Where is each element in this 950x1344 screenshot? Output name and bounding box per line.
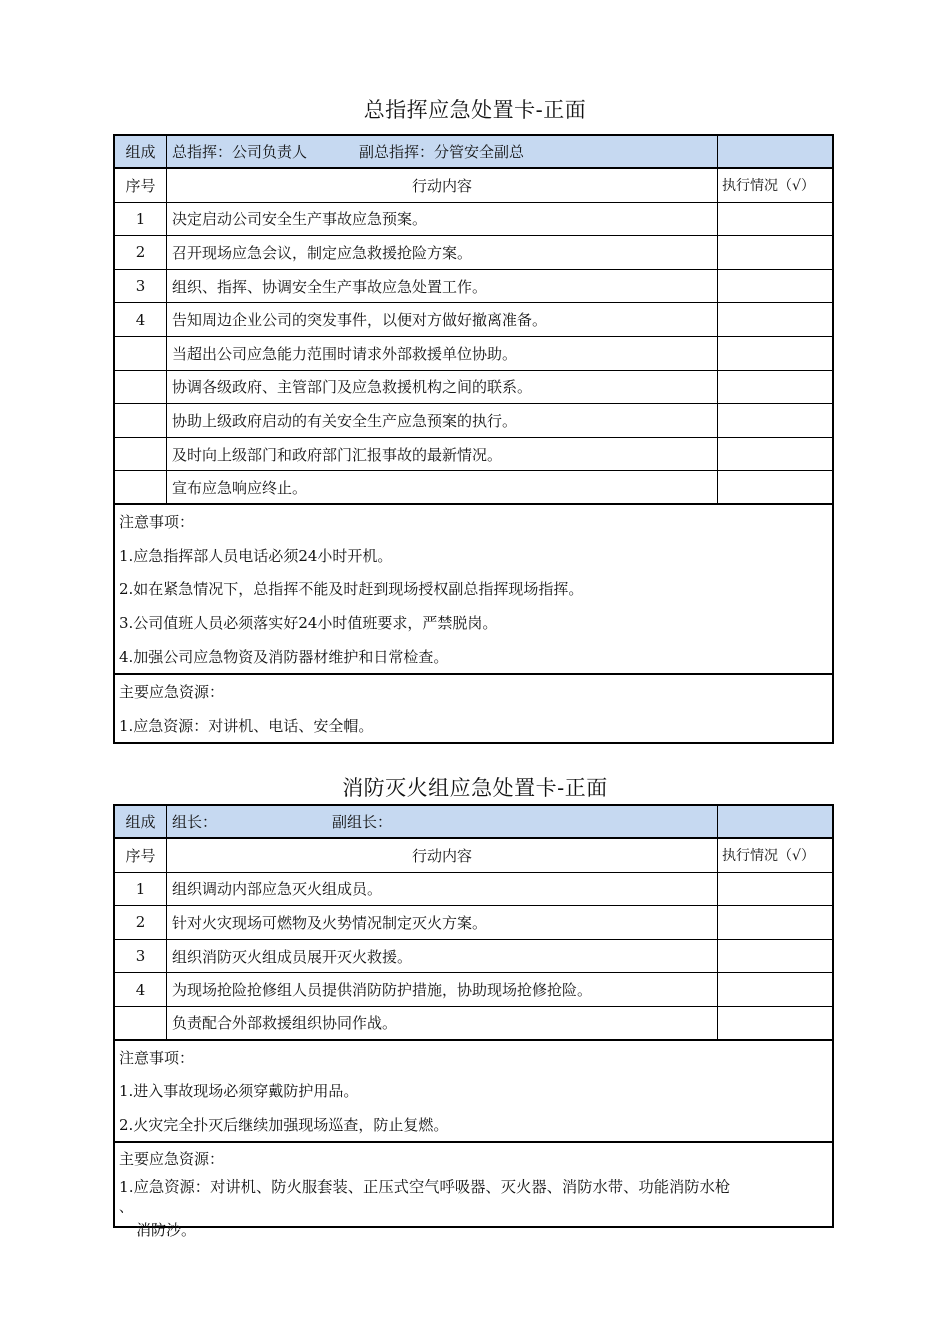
column-header-row xyxy=(115,839,832,873)
row-action: 组织调动内部应急灭火组成员。 xyxy=(167,873,718,906)
resources-section xyxy=(115,675,832,742)
notes-title: 注意事项： xyxy=(119,513,195,532)
seq-header: 序号 xyxy=(115,169,167,202)
leader-text: 组长： xyxy=(172,813,218,831)
row-action: 决定启动公司安全生产事故应急预案。 xyxy=(167,203,718,236)
note-item: 2.火灾完全扑灭后继续加强现场巡查，防止复燃。 xyxy=(119,1116,449,1135)
emergency-card xyxy=(113,804,834,1228)
resource-item: 1.应急资源：对讲机、电话、安全帽。 xyxy=(119,716,374,735)
group-label: 组成 xyxy=(115,136,167,167)
row-status xyxy=(718,371,832,404)
row-seq xyxy=(115,337,167,370)
row-status xyxy=(718,438,832,471)
note-item: 1.进入事故现场必须穿戴防护用品。 xyxy=(119,1082,359,1101)
row-status xyxy=(718,303,832,336)
row-action: 召开现场应急会议，制定应急救援抢险方案。 xyxy=(167,236,718,269)
row-action: 协调各级政府、主管部门及应急救援机构之间的联系。 xyxy=(167,371,718,404)
row-seq xyxy=(115,404,167,437)
row-seq: 2 xyxy=(115,906,167,939)
card-title: 消防灭火组应急处置卡-正面 xyxy=(342,776,608,800)
row-action: 组织消防灭火组成员展开灭火救援。 xyxy=(167,940,718,973)
table-row xyxy=(115,973,832,1007)
resource-wrap-mark: 、 xyxy=(119,1200,133,1217)
table-row xyxy=(115,873,832,907)
note-item: 1.应急指挥部人员电话必须24小时开机。 xyxy=(119,546,393,565)
group-members xyxy=(167,136,718,167)
row-seq: 2 xyxy=(115,236,167,269)
table-row xyxy=(115,203,832,237)
row-status xyxy=(718,236,832,269)
row-seq: 3 xyxy=(115,940,167,973)
row-action: 当超出公司应急能力范围时请求外部救援单位协助。 xyxy=(167,337,718,370)
table-row xyxy=(115,1007,832,1041)
resources-section xyxy=(115,1143,832,1226)
status-header: 执行情况（√） xyxy=(722,178,815,195)
table-row xyxy=(115,438,832,472)
row-status xyxy=(718,270,832,303)
group-row xyxy=(115,136,832,169)
row-seq xyxy=(115,1007,167,1039)
note-item: 4.加强公司应急物资及消防器材维护和日常检查。 xyxy=(119,647,449,666)
group-members xyxy=(167,806,718,837)
row-action: 告知周边企业公司的突发事件，以便对方做好撤离准备。 xyxy=(167,303,718,336)
action-header: 行动内容 xyxy=(167,169,718,202)
row-action: 组织、指挥、协调安全生产事故应急处置工作。 xyxy=(167,270,718,303)
action-header: 行动内容 xyxy=(167,839,718,872)
resources-title: 主要应急资源： xyxy=(119,1149,225,1168)
row-action: 协助上级政府启动的有关安全生产应急预案的执行。 xyxy=(167,404,718,437)
row-status xyxy=(718,906,832,939)
deputy-text: 副组长： xyxy=(332,813,393,831)
row-status xyxy=(718,337,832,370)
row-status xyxy=(718,1007,832,1039)
row-action: 为现场抢险抢修组人员提供消防防护措施，协助现场抢修抢险。 xyxy=(167,973,718,1006)
notes-section xyxy=(115,1041,832,1144)
notes-title: 注意事项： xyxy=(119,1048,195,1067)
group-row xyxy=(115,806,832,839)
group-status-cell xyxy=(718,136,832,167)
row-seq: 1 xyxy=(115,203,167,236)
leader-text: 总指挥：公司负责人 xyxy=(172,143,308,161)
column-header-row xyxy=(115,169,832,203)
table-row xyxy=(115,303,832,337)
deputy-text: 副总指挥：分管安全副总 xyxy=(359,143,525,161)
row-action: 负责配合外部救援组织协同作战。 xyxy=(167,1007,718,1039)
row-action: 及时向上级部门和政府部门汇报事故的最新情况。 xyxy=(167,438,718,471)
resource-item: 1.应急资源：对讲机、防火服套装、正压式空气呼吸器、灭火器、消防水带、功能消防水枪 xyxy=(119,1178,731,1197)
seq-header: 序号 xyxy=(115,839,167,872)
table-row xyxy=(115,404,832,438)
table-row xyxy=(115,270,832,304)
group-label: 组成 xyxy=(115,806,167,837)
group-status-cell xyxy=(718,806,832,837)
card-title: 总指挥应急处置卡-正面 xyxy=(363,98,587,122)
row-status xyxy=(718,203,832,236)
resources-title: 主要应急资源： xyxy=(119,683,225,702)
resource-overflow-text: 消防沙。 xyxy=(136,1221,197,1239)
row-seq: 4 xyxy=(115,303,167,336)
row-seq: 3 xyxy=(115,270,167,303)
note-item: 3.公司值班人员必须落实好24小时值班要求，严禁脱岗。 xyxy=(119,614,498,633)
table-row xyxy=(115,906,832,940)
status-header: 执行情况（√） xyxy=(722,848,815,865)
row-status xyxy=(718,404,832,437)
row-status xyxy=(718,471,832,503)
table-row xyxy=(115,337,832,371)
row-status xyxy=(718,940,832,973)
table-row xyxy=(115,236,832,270)
row-seq xyxy=(115,471,167,503)
row-seq: 4 xyxy=(115,973,167,1006)
notes-section xyxy=(115,505,832,675)
row-status xyxy=(718,873,832,906)
row-status xyxy=(718,973,832,1006)
table-row xyxy=(115,471,832,505)
row-seq: 1 xyxy=(115,873,167,906)
note-item: 2.如在紧急情况下，总指挥不能及时赶到现场授权副总指挥现场指挥。 xyxy=(119,580,584,599)
row-action: 针对火灾现场可燃物及火势情况制定灭火方案。 xyxy=(167,906,718,939)
table-row xyxy=(115,940,832,974)
table-row xyxy=(115,371,832,405)
emergency-card xyxy=(113,134,834,744)
row-seq xyxy=(115,438,167,471)
row-seq xyxy=(115,371,167,404)
row-action: 宣布应急响应终止。 xyxy=(167,471,718,503)
